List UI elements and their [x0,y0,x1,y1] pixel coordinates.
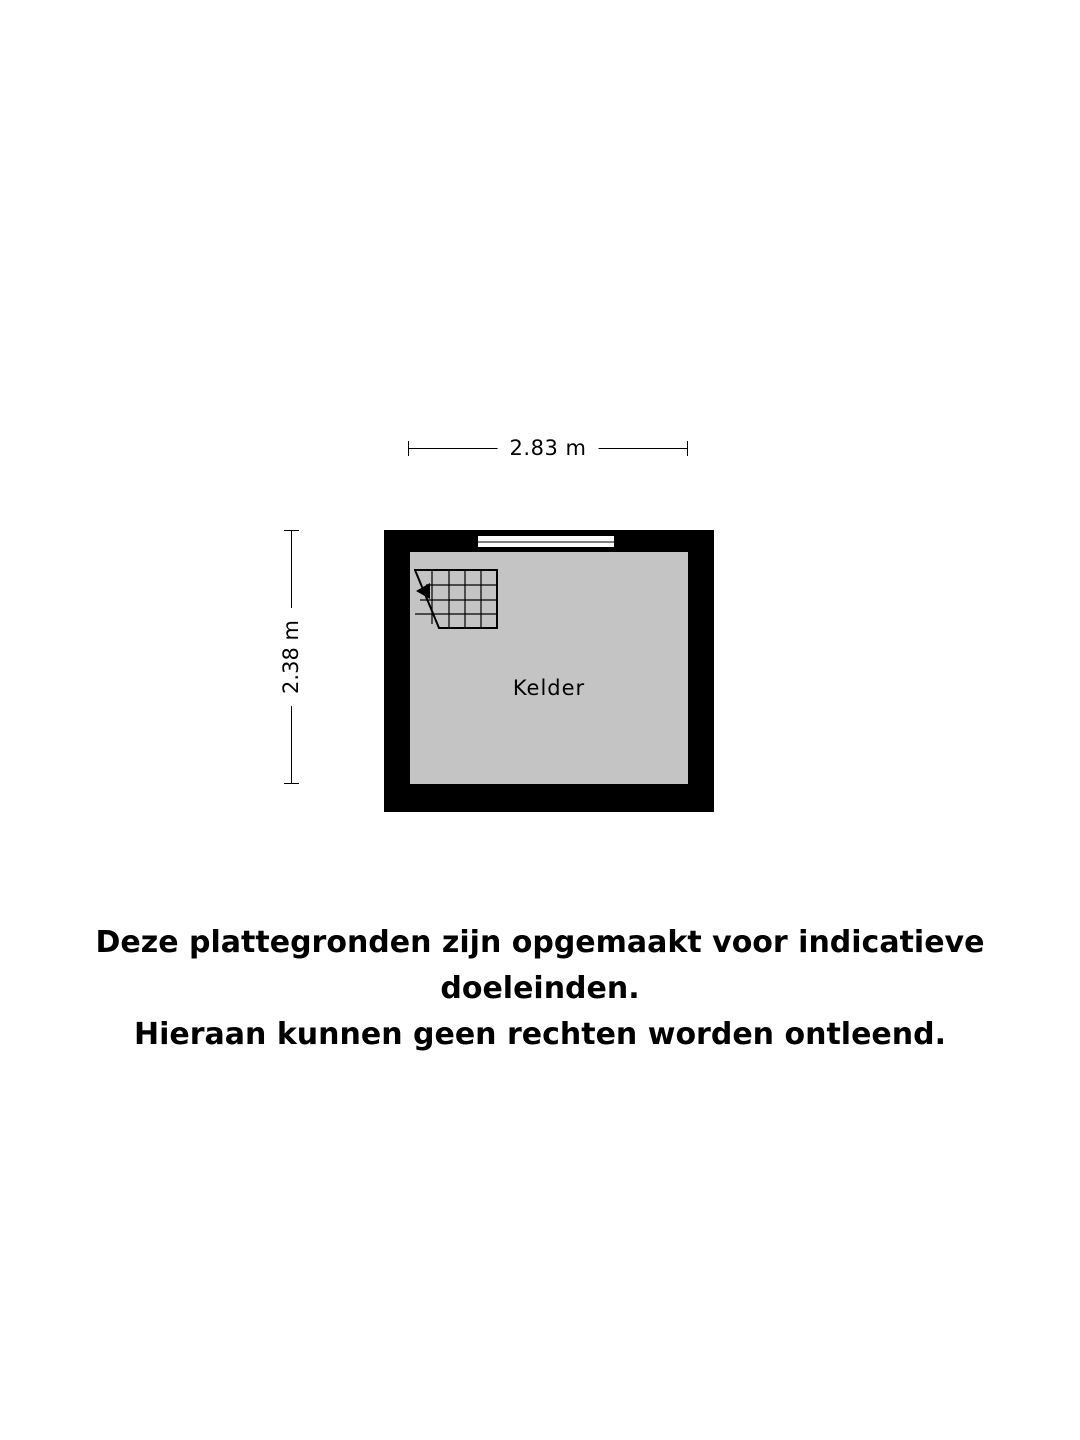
dimension-height-cap-top [284,530,299,531]
dimension-height-cap-bottom [284,783,299,784]
dimension-width-cap-left [408,441,409,456]
dimension-width-label: 2.83 m [498,432,599,464]
disclaimer-line-2: Hieraan kunnen geen rechten worden ontleend. [134,1017,946,1052]
disclaimer-line-1: Deze plattegronden zijn opgemaakt voor indicatieve doeleinden. [95,925,985,1006]
staircase-icon [414,569,498,629]
dimension-width-cap-right [687,441,688,456]
dimension-height [273,530,309,784]
disclaimer-text [0,920,1080,1058]
window-icon [478,534,614,549]
room-label: Kelder [512,676,586,700]
dimension-height-label: 2.38 m [276,608,306,706]
dimension-width [408,432,688,466]
